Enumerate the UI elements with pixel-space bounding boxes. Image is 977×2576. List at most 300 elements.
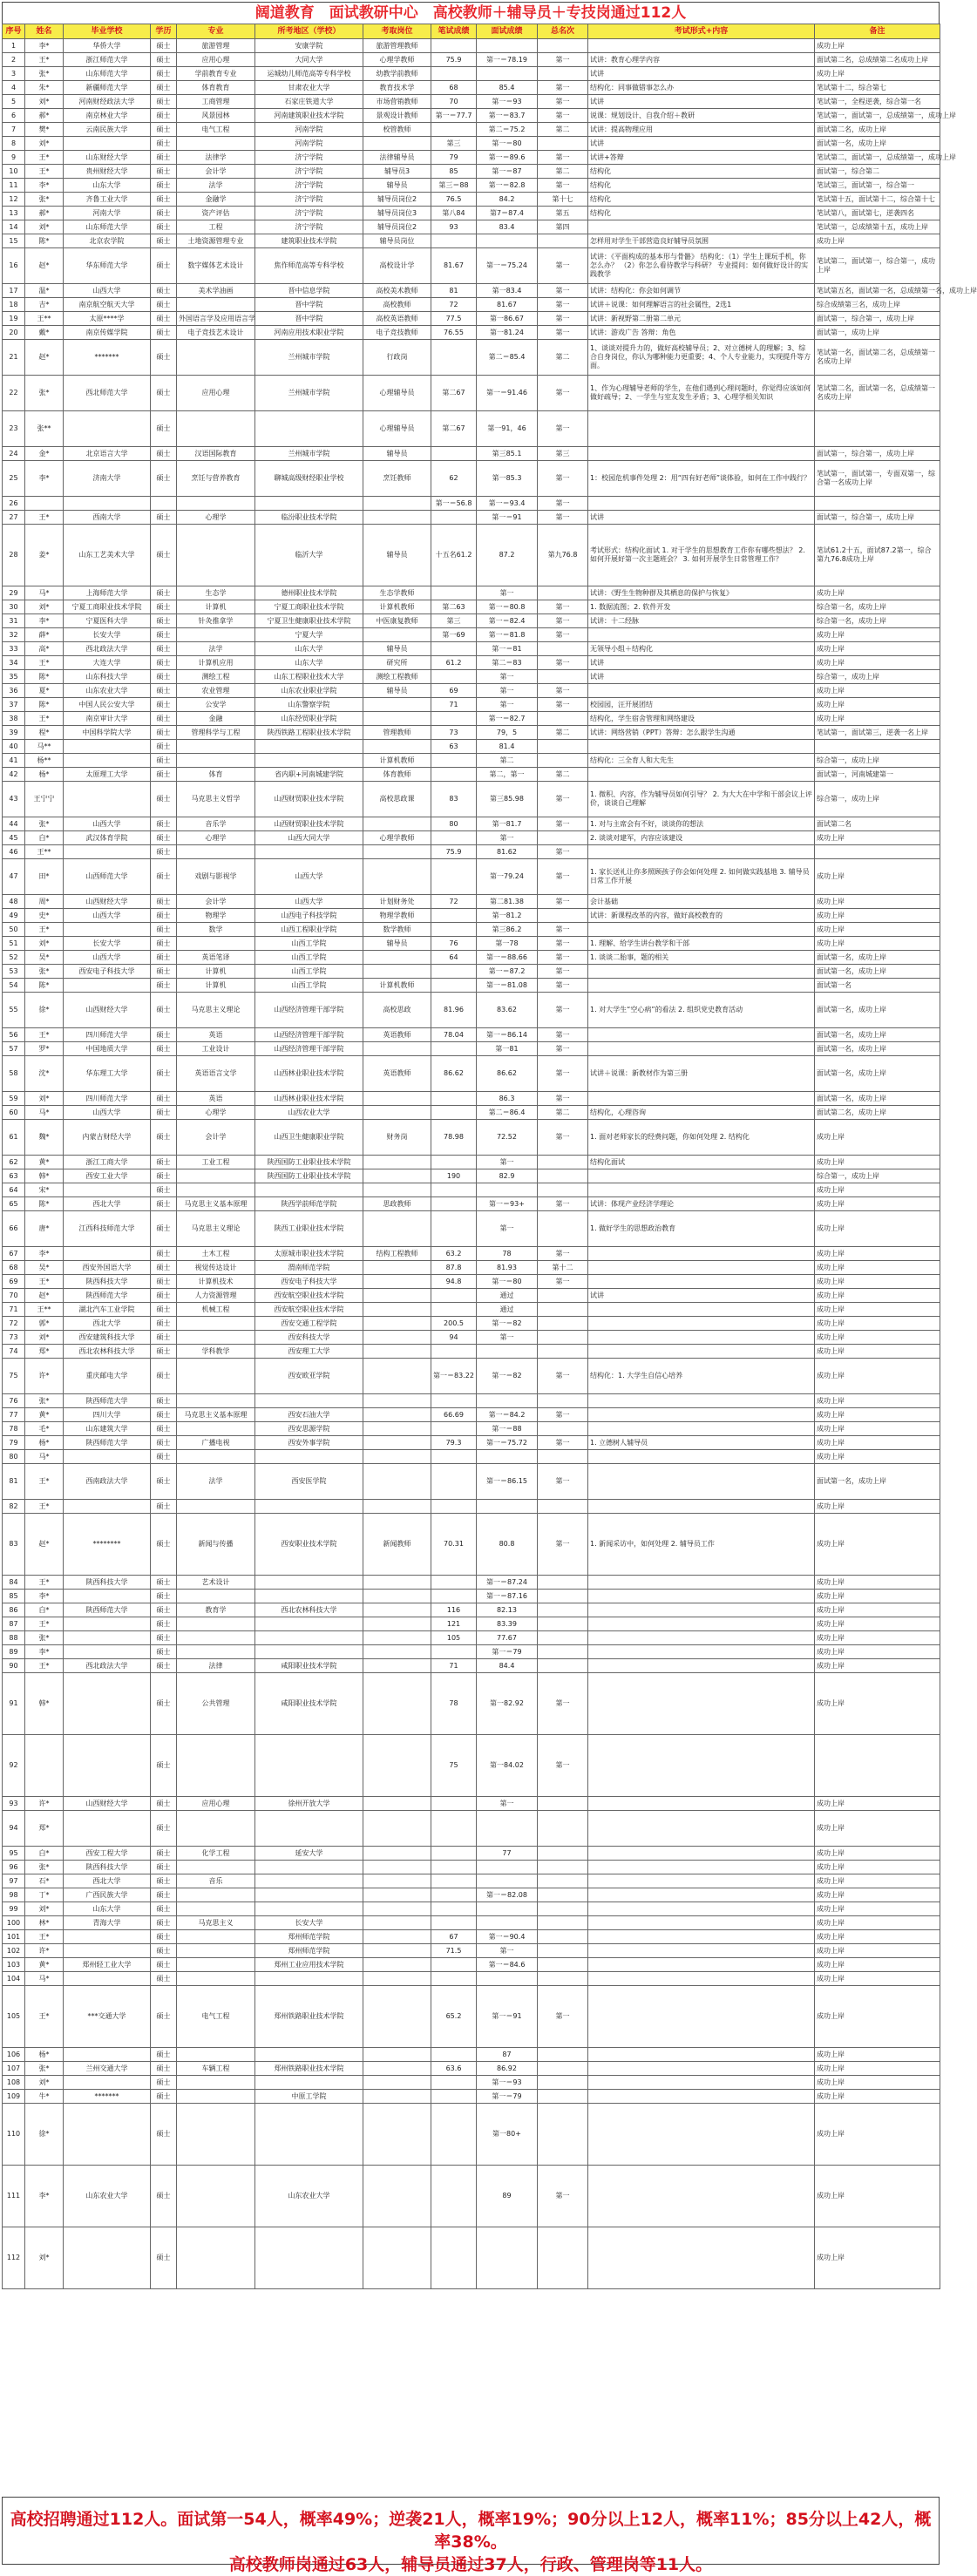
cell-post: 校管教师 (363, 123, 431, 137)
cell-content (588, 965, 815, 979)
cell-content (588, 39, 815, 53)
cell-no: 15 (3, 234, 25, 248)
cell-content (588, 497, 815, 511)
cell-name: 许* (25, 1797, 64, 1811)
cell-rank (538, 1590, 588, 1603)
cell-major (177, 1317, 255, 1331)
cell-note: 笔试第一名，面试第二名，总成绩第一名成功上岸 (815, 340, 940, 376)
cell-interview: 第一91，46 (477, 411, 538, 447)
cell-post: 辅导员 (363, 642, 431, 656)
cell-note: 成功上岸 (815, 1916, 940, 1930)
cell-name: 戴* (25, 326, 64, 340)
table-row (3, 698, 940, 712)
cell-content (588, 1797, 815, 1811)
cell-school: 西北大学 (64, 1317, 151, 1331)
cell-note: 面试第一名，成功上岸 (815, 137, 940, 151)
cell-name: 张* (25, 1631, 64, 1645)
cell-school: 西北政法大学 (64, 1659, 151, 1673)
cell-unit: 陕西铁路工程职业技术学院 (255, 726, 363, 740)
cell-no: 73 (3, 1331, 25, 1345)
cell-post: 心理辅导员 (363, 376, 431, 411)
cell-school: 兰州交通大学 (64, 2062, 151, 2076)
cell-degree: 硕士 (151, 95, 177, 109)
cell-unit (255, 1631, 363, 1645)
cell-interview: 81.62 (477, 845, 538, 859)
cell-no: 8 (3, 137, 25, 151)
cell-content: 1、作为心理辅导老师的学生，在他们遇到心理问题时，你觉得应该如何做好疏导；2、一学生与室友发生矛盾；3、心理学相关知识 (588, 376, 815, 411)
table-row (3, 1436, 940, 1450)
cell-major: 马克思主义理论 (177, 993, 255, 1028)
cell-school: ******* (64, 2090, 151, 2104)
cell-school: 华侨大学 (64, 39, 151, 53)
cell-degree: 硕士 (151, 1958, 177, 1972)
cell-note: 面试第一，综合第一，成功上岸 (815, 312, 940, 326)
cell-rank: 第一 (538, 376, 588, 411)
cell-degree: 硕士 (151, 179, 177, 193)
cell-major: 管理科学与工程 (177, 726, 255, 740)
cell-major (177, 2048, 255, 2062)
cell-post (363, 698, 431, 712)
table-row (3, 859, 940, 895)
cell-no: 105 (3, 1986, 25, 2048)
cell-note: 面试第一名，成功上岸 (815, 1092, 940, 1106)
cell-interview (477, 1811, 538, 1847)
cell-content (588, 1450, 815, 1464)
cell-rank (538, 1603, 588, 1617)
table-row (3, 1902, 940, 1916)
cell-rank (538, 1916, 588, 1930)
table-row (3, 628, 940, 642)
cell-interview: 第二＝86.4 (477, 1106, 538, 1120)
cell-post: 生态学教师 (363, 586, 431, 600)
cell-written (431, 1972, 477, 1986)
cell-degree: 硕士 (151, 53, 177, 67)
cell-major: 公共管理 (177, 1673, 255, 1735)
cell-no: 51 (3, 937, 25, 951)
table-row (3, 1056, 940, 1092)
cell-name: 韩* (25, 1673, 64, 1735)
cell-written: 第八84 (431, 207, 477, 220)
cell-degree: 硕士 (151, 248, 177, 284)
table-row (3, 298, 940, 312)
cell-interview: 第一＝81.08 (477, 979, 538, 993)
cell-note: 面试第二名，总成绩第二名成功上岸 (815, 53, 940, 67)
cell-content (588, 1631, 815, 1645)
cell-school: 河南财经政法大学 (64, 95, 151, 109)
cell-school (64, 845, 151, 859)
cell-written: 87.8 (431, 1261, 477, 1275)
cell-major: 计算机 (177, 979, 255, 993)
cell-major: 风景园林 (177, 109, 255, 123)
cell-major: 土地资源管理专业 (177, 234, 255, 248)
cell-school: 宁夏工商职业技术学院 (64, 600, 151, 614)
cell-name: 杨* (25, 1436, 64, 1450)
cell-interview: 第一＝87 (477, 165, 538, 179)
cell-no: 97 (3, 1874, 25, 1888)
cell-note: 成功上岸 (815, 684, 940, 698)
cell-interview: 第一 (477, 670, 538, 684)
cell-post (363, 1631, 431, 1645)
cell-name: 王** (25, 1303, 64, 1317)
cell-unit: 省内职+河南城建学院 (255, 768, 363, 782)
cell-written (431, 768, 477, 782)
cell-degree: 硕士 (151, 1797, 177, 1811)
cell-major: 生态学 (177, 586, 255, 600)
cell-unit: 西安航空职业技术学院 (255, 1289, 363, 1303)
cell-interview: 第一＝82.7 (477, 712, 538, 726)
cell-written: 第一69 (431, 628, 477, 642)
cell-note: 成功上岸 (815, 1422, 940, 1436)
cell-written: 78.98 (431, 1120, 477, 1156)
cell-written (431, 754, 477, 768)
cell-name: 罗* (25, 1042, 64, 1056)
cell-major: 马克思主义哲学 (177, 782, 255, 817)
cell-note: 综合第一，成功上岸 (815, 782, 940, 817)
cell-rank: 第一 (538, 1197, 588, 1211)
cell-note: 成功上岸 (815, 39, 940, 53)
cell-unit: 济宁学院 (255, 207, 363, 220)
cell-interview: 第一＝90.4 (477, 1930, 538, 1944)
cell-content (588, 1303, 815, 1317)
cell-school (64, 2048, 151, 2062)
cell-post (363, 1092, 431, 1106)
cell-name: 王* (25, 1576, 64, 1590)
cell-post (363, 859, 431, 895)
cell-no: 40 (3, 740, 25, 754)
cell-interview: 第一＝75.24 (477, 248, 538, 284)
cell-school: 西安电子科技大学 (64, 965, 151, 979)
cell-degree: 硕士 (151, 1659, 177, 1673)
cell-name: 白* (25, 1847, 64, 1861)
cell-interview: 第一80+ (477, 2104, 538, 2166)
table-row (3, 137, 940, 151)
cell-written: 第二63 (431, 600, 477, 614)
cell-school: 华东理工大学 (64, 1056, 151, 1092)
cell-rank: 第一 (538, 284, 588, 298)
cell-written: 94 (431, 1331, 477, 1345)
cell-major (177, 2090, 255, 2104)
cell-post: 辅导员岗位2 (363, 220, 431, 234)
cell-major: 人力资源管理 (177, 1289, 255, 1303)
cell-no: 48 (3, 895, 25, 909)
cell-rank (538, 754, 588, 768)
cell-school: 山东师范大学 (64, 67, 151, 81)
cell-rank: 第一 (538, 411, 588, 447)
cell-major (177, 411, 255, 447)
cell-major (177, 937, 255, 951)
cell-major: 数字媒体艺术设计 (177, 248, 255, 284)
cell-no: 6 (3, 109, 25, 123)
cell-content (588, 1500, 815, 1514)
cell-major (177, 1645, 255, 1659)
cell-major: 电子竞技艺术设计 (177, 326, 255, 340)
cell-school: 西安工业大学 (64, 1169, 151, 1183)
cell-major: 心理学 (177, 1106, 255, 1120)
table-body (3, 39, 977, 2289)
cell-school: 西北农林科技大学 (64, 1345, 151, 1359)
cell-no: 98 (3, 1888, 25, 1902)
cell-name: 王* (25, 1275, 64, 1289)
cell-written: 190 (431, 1169, 477, 1183)
cell-unit (255, 1902, 363, 1916)
cell-name: 王* (25, 1500, 64, 1514)
cell-written (431, 1797, 477, 1811)
cell-interview: 82.13 (477, 1603, 538, 1617)
cell-school: 南京审计大学 (64, 712, 151, 726)
cell-unit (255, 2076, 363, 2090)
cell-name: 王* (25, 1986, 64, 2048)
summary-footer (2, 2497, 940, 2574)
cell-written: 63.2 (431, 1247, 477, 1261)
cell-name: 赵* (25, 340, 64, 376)
cell-content (588, 1847, 815, 1861)
cell-degree: 硕士 (151, 993, 177, 1028)
table-row (3, 726, 940, 740)
cell-rank: 第十七 (538, 193, 588, 207)
cell-post: 行政岗 (363, 340, 431, 376)
cell-degree: 硕士 (151, 165, 177, 179)
table-row (3, 179, 940, 193)
cell-degree: 硕士 (151, 284, 177, 298)
cell-content (588, 1576, 815, 1590)
cell-written: 116 (431, 1603, 477, 1617)
cell-unit: 西安理工大学 (255, 1345, 363, 1359)
cell-unit (255, 1576, 363, 1590)
cell-degree: 硕士 (151, 726, 177, 740)
cell-unit (255, 1861, 363, 1874)
cell-rank: 第一 (538, 698, 588, 712)
cell-interview (477, 1972, 538, 1986)
table-row (3, 1464, 940, 1500)
cell-degree: 硕士 (151, 642, 177, 656)
cell-note: 成功上岸 (815, 2104, 940, 2166)
cell-school: 山西大学 (64, 1106, 151, 1120)
cell-major (177, 754, 255, 768)
cell-no: 112 (3, 2227, 25, 2289)
cell-major: 电气工程 (177, 123, 255, 137)
cell-name: 刘* (25, 95, 64, 109)
cell-note: 成功上岸 (815, 1944, 940, 1958)
cell-name: 王* (25, 511, 64, 525)
cell-note: 成功上岸 (815, 1197, 940, 1211)
cell-interview: 第一＝81 (477, 642, 538, 656)
cell-degree: 硕士 (151, 1645, 177, 1659)
cell-rank (538, 1811, 588, 1847)
cell-post (363, 2166, 431, 2227)
cell-rank: 第一 (538, 1359, 588, 1394)
cell-degree: 硕士 (151, 1261, 177, 1275)
table-row (3, 1874, 940, 1888)
cell-rank: 第一 (538, 1735, 588, 1797)
column-header: 面试成绩 (477, 24, 538, 39)
cell-content: 试讲 (588, 656, 815, 670)
cell-unit: 西安石油大学 (255, 1408, 363, 1422)
cell-name: 刘* (25, 1331, 64, 1345)
cell-interview: 第一81.7 (477, 817, 538, 831)
cell-name: 张* (25, 817, 64, 831)
cell-no: 63 (3, 1169, 25, 1183)
cell-interview: 第一 (477, 1156, 538, 1169)
table-row (3, 1042, 940, 1056)
cell-degree: 硕士 (151, 923, 177, 937)
cell-name: 张* (25, 67, 64, 81)
cell-content (588, 1183, 815, 1197)
cell-unit (255, 1735, 363, 1797)
cell-no: 54 (3, 979, 25, 993)
cell-school: 武汉体育学院 (64, 831, 151, 845)
cell-unit (255, 754, 363, 768)
cell-school (64, 1500, 151, 1514)
cell-no: 104 (3, 1972, 25, 1986)
cell-rank (538, 586, 588, 600)
table-row (3, 67, 940, 81)
cell-content (588, 2227, 815, 2289)
table-row (3, 109, 940, 123)
cell-major: 应用心理 (177, 1797, 255, 1811)
cell-post: 英语教师 (363, 1028, 431, 1042)
cell-post: 思政教师 (363, 1197, 431, 1211)
cell-post (363, 1408, 431, 1422)
cell-degree: 硕士 (151, 1603, 177, 1617)
cell-degree: 硕士 (151, 1408, 177, 1422)
cell-no: 71 (3, 1303, 25, 1317)
cell-unit: 山东工程职业技术大学 (255, 670, 363, 684)
table-row (3, 1394, 940, 1408)
cell-rank: 第一 (538, 965, 588, 979)
cell-post (363, 1861, 431, 1874)
cell-no: 107 (3, 2062, 25, 2076)
cell-note: 成功上岸 (815, 1247, 940, 1261)
cell-interview: 第一＝89.6 (477, 151, 538, 165)
cell-written (431, 1289, 477, 1303)
cell-degree: 硕士 (151, 628, 177, 642)
cell-major: 计算机应用 (177, 656, 255, 670)
cell-post: 高校思政课 (363, 782, 431, 817)
table-row (3, 1576, 940, 1590)
table-row (3, 1345, 940, 1359)
cell-written (431, 1500, 477, 1514)
cell-post (363, 1930, 431, 1944)
cell-name: 白* (25, 1603, 64, 1617)
cell-note: 面试第一，河南城建第一 (815, 768, 940, 782)
cell-no: 60 (3, 1106, 25, 1120)
cell-content (588, 1345, 815, 1359)
cell-post (363, 1317, 431, 1331)
table-row (3, 447, 940, 461)
cell-unit: 郑州师范学院 (255, 1930, 363, 1944)
cell-post (363, 1211, 431, 1247)
cell-post: 辅导员 (363, 447, 431, 461)
table-row (3, 2104, 940, 2166)
cell-interview: 84.4 (477, 1659, 538, 1673)
cell-no: 96 (3, 1861, 25, 1874)
cell-rank: 第一 (538, 1464, 588, 1500)
cell-degree: 硕士 (151, 1169, 177, 1183)
cell-content (588, 684, 815, 698)
cell-major: 会计学 (177, 895, 255, 909)
cell-degree: 硕士 (151, 2062, 177, 2076)
cell-content: 结构化 (588, 207, 815, 220)
cell-unit: 兰州城市学院 (255, 447, 363, 461)
cell-written (431, 340, 477, 376)
cell-no: 14 (3, 220, 25, 234)
cell-content: 试讲：游戏广告 答辩：角色 (588, 326, 815, 340)
cell-name: 吴* (25, 1261, 64, 1275)
cell-unit (255, 1394, 363, 1408)
cell-rank (538, 1958, 588, 1972)
cell-name (25, 497, 64, 511)
column-header: 姓名 (25, 24, 64, 39)
cell-name: 宋* (25, 1183, 64, 1197)
cell-school: 青海大学 (64, 1916, 151, 1930)
cell-written (431, 1847, 477, 1861)
cell-interview: 87 (477, 2048, 538, 2062)
cell-name: 刘* (25, 937, 64, 951)
cell-unit: 陕西国防工业职业技术学院 (255, 1169, 363, 1183)
cell-written: 76 (431, 937, 477, 951)
cell-post (363, 1042, 431, 1056)
cell-unit (255, 1888, 363, 1902)
cell-interview: 第一＝78.19 (477, 53, 538, 67)
table-row (3, 754, 940, 768)
cell-major (177, 1861, 255, 1874)
cell-note: 成功上岸 (815, 1450, 940, 1464)
cell-rank (538, 1861, 588, 1874)
cell-no: 57 (3, 1042, 25, 1056)
cell-written (431, 1861, 477, 1874)
cell-unit: 陕西工业职业技术学院 (255, 1211, 363, 1247)
cell-rank: 第三 (538, 447, 588, 461)
table-row (3, 2048, 940, 2062)
cell-major (177, 1394, 255, 1408)
cell-rank: 第一 (538, 1056, 588, 1092)
cell-note: 成功上岸 (815, 1930, 940, 1944)
table-row (3, 782, 940, 817)
cell-content: 考试形式：结构化面试 1. 对于学生的思想教育工作你有哪些想法？ 2. 如何开展好第一次主题班会？ 3. 如何开展学生日常管理工作？ (588, 525, 815, 586)
cell-note: 成功上岸 (815, 1500, 940, 1514)
cell-degree: 硕士 (151, 39, 177, 53)
cell-major (177, 1811, 255, 1847)
cell-rank: 第一 (538, 782, 588, 817)
cell-content: 说课：规划设计、自我介绍＋教研 (588, 109, 815, 123)
cell-post (363, 2062, 431, 2076)
cell-note: 成功上岸 (815, 831, 940, 845)
cell-interview: 第一＝80 (477, 137, 538, 151)
table-row (3, 1156, 940, 1169)
cell-degree: 硕士 (151, 1436, 177, 1450)
cell-note: 笔试第三，面试第一，综合第一 (815, 179, 940, 193)
cell-note: 成功上岸 (815, 1120, 940, 1156)
cell-unit (255, 1183, 363, 1197)
cell-degree: 硕士 (151, 1450, 177, 1464)
table-row (3, 1500, 940, 1514)
cell-rank (538, 1211, 588, 1247)
cell-name: 田* (25, 859, 64, 895)
cell-note (815, 411, 940, 447)
cell-unit: 山西林业职业技术学院 (255, 1092, 363, 1106)
cell-written: 第三＝88 (431, 179, 477, 193)
table-row (3, 1603, 940, 1617)
cell-post (363, 2104, 431, 2166)
cell-rank: 第二 (538, 340, 588, 376)
cell-written: 十五名61.2 (431, 525, 477, 586)
cell-content: 试讲：提高物理应用 (588, 123, 815, 137)
cell-unit: 陕西国防工业职业技术学院 (255, 1156, 363, 1169)
table-row (3, 600, 940, 614)
cell-degree: 硕士 (151, 1576, 177, 1590)
cell-unit: 山东警察学院 (255, 698, 363, 712)
table-row (3, 965, 940, 979)
